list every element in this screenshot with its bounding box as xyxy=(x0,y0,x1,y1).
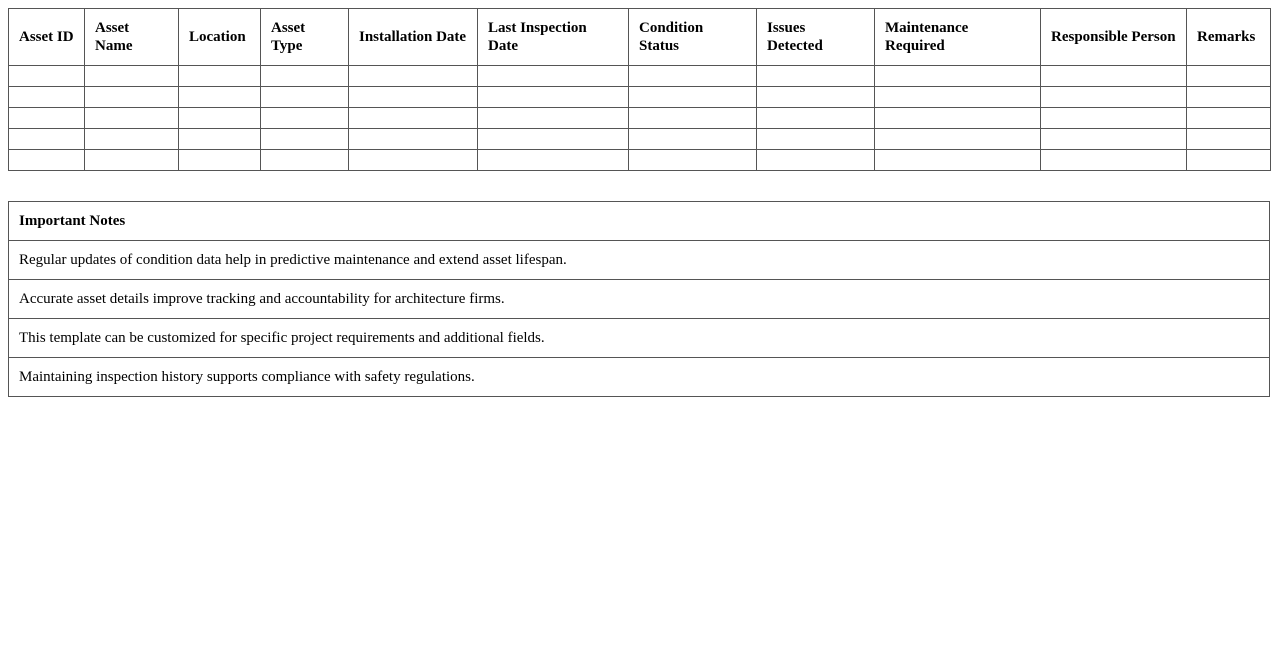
table-cell[interactable] xyxy=(261,66,349,87)
table-cell[interactable] xyxy=(875,108,1041,129)
note-row xyxy=(9,358,1270,397)
table-cell[interactable] xyxy=(179,150,261,171)
header-asset-type: Asset Type xyxy=(261,9,349,66)
table-cell[interactable] xyxy=(1041,108,1187,129)
header-location: Location xyxy=(179,9,261,66)
note-item: Accurate asset details improve tracking and accountability for architecture firms. xyxy=(9,280,1270,319)
table-cell[interactable] xyxy=(1187,150,1271,171)
table-cell[interactable] xyxy=(875,87,1041,108)
table-cell[interactable] xyxy=(875,150,1041,171)
header-last-inspection-date: Last Inspection Date xyxy=(478,9,629,66)
table-cell[interactable] xyxy=(629,87,757,108)
table-cell[interactable] xyxy=(85,66,179,87)
header-issues-detected: Issues Detected xyxy=(757,9,875,66)
table-row xyxy=(9,108,1271,129)
table-cell[interactable] xyxy=(629,108,757,129)
table-cell[interactable] xyxy=(757,129,875,150)
table-cell[interactable] xyxy=(349,129,478,150)
header-asset-name: Asset Name xyxy=(85,9,179,66)
table-cell[interactable] xyxy=(179,129,261,150)
table-cell[interactable] xyxy=(261,150,349,171)
table-cell[interactable] xyxy=(1187,129,1271,150)
table-row xyxy=(9,66,1271,87)
table-header-row xyxy=(9,9,1271,66)
table-cell[interactable] xyxy=(757,150,875,171)
notes-header-row xyxy=(9,202,1270,241)
table-row xyxy=(9,87,1271,108)
table-cell[interactable] xyxy=(349,108,478,129)
table-cell[interactable] xyxy=(85,108,179,129)
note-row xyxy=(9,280,1270,319)
header-asset-id: Asset ID xyxy=(9,9,85,66)
table-cell[interactable] xyxy=(349,87,478,108)
table-cell[interactable] xyxy=(875,66,1041,87)
table-cell[interactable] xyxy=(478,129,629,150)
table-cell[interactable] xyxy=(1041,66,1187,87)
table-body xyxy=(9,66,1271,171)
table-cell[interactable] xyxy=(629,150,757,171)
table-cell[interactable] xyxy=(9,129,85,150)
table-cell[interactable] xyxy=(875,129,1041,150)
table-cell[interactable] xyxy=(261,87,349,108)
header-installation-date: Installation Date xyxy=(349,9,478,66)
table-cell[interactable] xyxy=(261,108,349,129)
table-cell[interactable] xyxy=(9,87,85,108)
header-maintenance-required: Maintenance Required xyxy=(875,9,1041,66)
notes-title: Important Notes xyxy=(9,202,1270,241)
note-item: Regular updates of condition data help in predictive maintenance and extend asset lifespan. xyxy=(9,241,1270,280)
note-row xyxy=(9,319,1270,358)
table-cell[interactable] xyxy=(1041,129,1187,150)
asset-condition-table xyxy=(8,8,1271,171)
header-remarks: Remarks xyxy=(1187,9,1271,66)
table-cell[interactable] xyxy=(1041,87,1187,108)
table-cell[interactable] xyxy=(349,66,478,87)
table-cell[interactable] xyxy=(478,150,629,171)
table-cell[interactable] xyxy=(9,150,85,171)
note-item: Maintaining inspection history supports compliance with safety regulations. xyxy=(9,358,1270,397)
table-cell[interactable] xyxy=(629,66,757,87)
table-row xyxy=(9,150,1271,171)
table-cell[interactable] xyxy=(1187,108,1271,129)
note-item: This template can be customized for specific project requirements and additional fields. xyxy=(9,319,1270,358)
table-cell[interactable] xyxy=(85,87,179,108)
table-cell[interactable] xyxy=(1187,87,1271,108)
document-page xyxy=(8,8,1270,397)
table-cell[interactable] xyxy=(757,66,875,87)
table-cell[interactable] xyxy=(1187,66,1271,87)
table-cell[interactable] xyxy=(9,108,85,129)
table-cell[interactable] xyxy=(179,87,261,108)
table-cell[interactable] xyxy=(179,66,261,87)
table-cell[interactable] xyxy=(478,108,629,129)
header-responsible-person: Responsible Person xyxy=(1041,9,1187,66)
table-cell[interactable] xyxy=(478,66,629,87)
table-cell[interactable] xyxy=(757,108,875,129)
table-row xyxy=(9,129,1271,150)
table-cell[interactable] xyxy=(179,108,261,129)
table-cell[interactable] xyxy=(85,129,179,150)
table-cell[interactable] xyxy=(478,87,629,108)
table-cell[interactable] xyxy=(757,87,875,108)
table-cell[interactable] xyxy=(9,66,85,87)
table-cell[interactable] xyxy=(261,129,349,150)
important-notes-table xyxy=(8,201,1270,397)
table-cell[interactable] xyxy=(629,129,757,150)
table-cell[interactable] xyxy=(85,150,179,171)
table-cell[interactable] xyxy=(349,150,478,171)
table-cell[interactable] xyxy=(1041,150,1187,171)
note-row xyxy=(9,241,1270,280)
header-condition-status: Condition Status xyxy=(629,9,757,66)
